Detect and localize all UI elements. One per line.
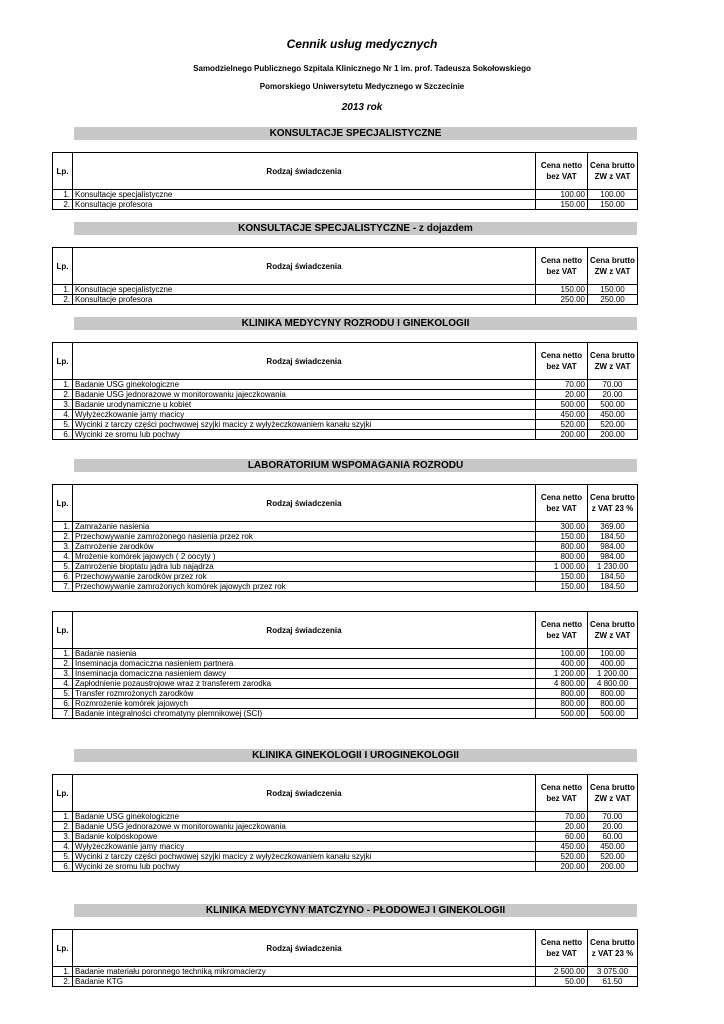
gross-price: 100.00 — [588, 190, 638, 200]
service-name: Badanie USG jednorazowe w monitorowaniu jajeczkowania — [73, 822, 536, 832]
net-price: 800.00 — [536, 689, 588, 699]
service-name: Konsultacje profesora — [73, 295, 536, 305]
section-header: KONSULTACJE SPECJALISTYCZNE - z dojazdem — [74, 222, 637, 235]
gross-price: 100.00 — [588, 649, 638, 659]
col-gross-header: Cena brutto ZW z VAT — [588, 343, 638, 380]
net-price: 400.00 — [536, 659, 588, 669]
table-row — [53, 582, 638, 592]
row-number: 2. — [53, 659, 73, 669]
net-price: 200.00 — [536, 862, 588, 872]
table-row — [53, 689, 638, 699]
net-price: 100.00 — [536, 649, 588, 659]
col-lp-header: Lp. — [53, 485, 73, 522]
row-number: 1. — [53, 967, 73, 977]
row-number: 4. — [53, 842, 73, 852]
col-name-header: Rodzaj świadczenia — [73, 153, 536, 190]
table-header-row — [53, 248, 638, 285]
service-name: Zamrożenie zarodków — [73, 542, 536, 552]
service-name: Zamrażanie nasienia — [73, 522, 536, 532]
table-row — [53, 380, 638, 390]
net-price: 1 200.00 — [536, 669, 588, 679]
document-title: Cennik usług medycznych — [286, 37, 438, 51]
col-name-header: Rodzaj świadczenia — [73, 343, 536, 380]
gross-price: 500.00 — [588, 709, 638, 719]
service-name: Badanie materiału poronnego techniką mikromacierzy — [73, 967, 536, 977]
net-price: 250.00 — [536, 295, 588, 305]
net-price: 1 000.00 — [536, 562, 588, 572]
row-number: 2. — [53, 977, 73, 987]
service-name: Zapłodnienie pozaustrojowe wraz z transferem zarodka — [73, 679, 536, 689]
net-price: 70.00 — [536, 812, 588, 822]
table-header-row — [53, 612, 638, 649]
col-lp-header: Lp. — [53, 612, 73, 649]
gross-price: 520.00 — [588, 420, 638, 430]
row-number: 7. — [53, 709, 73, 719]
row-number: 4. — [53, 679, 73, 689]
service-name: Zamrożenie bioptatu jądra lub najądrza — [73, 562, 536, 572]
net-price: 800.00 — [536, 552, 588, 562]
row-number: 5. — [53, 689, 73, 699]
table-row — [53, 572, 638, 582]
row-number: 5. — [53, 562, 73, 572]
table-row — [53, 295, 638, 305]
gross-price: 520.00 — [588, 852, 638, 862]
table-row — [53, 852, 638, 862]
table-row — [53, 812, 638, 822]
col-name-header: Rodzaj świadczenia — [73, 612, 536, 649]
service-name: Konsultacje specjalistyczne — [73, 285, 536, 295]
row-number: 6. — [53, 430, 73, 440]
service-name: Konsultacje profesora — [73, 200, 536, 210]
row-number: 6. — [53, 862, 73, 872]
gross-price: 150.00 — [588, 285, 638, 295]
col-name-header: Rodzaj świadczenia — [73, 775, 536, 812]
section-header: KONSULTACJE SPECJALISTYCZNE — [74, 127, 637, 140]
gross-price: 184.50 — [588, 532, 638, 542]
gross-price: 984.00 — [588, 542, 638, 552]
gross-price: 70.00 — [588, 812, 638, 822]
row-number: 5. — [53, 852, 73, 862]
net-price: 450.00 — [536, 410, 588, 420]
service-name: Badanie KTG — [73, 977, 536, 987]
net-price: 520.00 — [536, 420, 588, 430]
row-number: 3. — [53, 542, 73, 552]
section-header: KLINIKA MEDYCYNY ROZRODU I GINEKOLOGII — [74, 317, 637, 330]
col-net-header: Cena netto bez VAT — [536, 485, 588, 522]
service-name: Wyłyżeczkowanie jamy macicy — [73, 410, 536, 420]
row-number: 2. — [53, 295, 73, 305]
table-row — [53, 562, 638, 572]
service-name: Przechowywanie zamrożonych komórek jajowych przez rok — [73, 582, 536, 592]
row-number: 3. — [53, 400, 73, 410]
row-number: 1. — [53, 649, 73, 659]
net-price: 300.00 — [536, 522, 588, 532]
net-price: 150.00 — [536, 285, 588, 295]
gross-price: 250.00 — [588, 295, 638, 305]
table-header-row — [53, 153, 638, 190]
net-price: 4 800.00 — [536, 679, 588, 689]
gross-price: 800.00 — [588, 689, 638, 699]
university-name: Pomorskiego Uniwersytetu Medycznego w Szczecinie — [259, 82, 465, 91]
gross-price: 1 230.00 — [588, 562, 638, 572]
table-row — [53, 200, 638, 210]
table-header-row — [53, 485, 638, 522]
col-net-header: Cena netto bez VAT — [536, 775, 588, 812]
service-name: Rozmrożenie komórek jajowych — [73, 699, 536, 709]
col-lp-header: Lp. — [53, 775, 73, 812]
hospital-name: Samodzielnego Publicznego Szpitala Klinicznego Nr 1 im. prof. Tadeusza Sokołowskiego — [193, 64, 531, 73]
table-row — [53, 552, 638, 562]
table-row — [53, 420, 638, 430]
service-name: Inseminacja domaciczna nasieniem partnera — [73, 659, 536, 669]
service-name: Konsultacje specjalistyczne — [73, 190, 536, 200]
service-name: Badanie urodynamiczne u kobiet — [73, 400, 536, 410]
net-price: 150.00 — [536, 200, 588, 210]
table-row — [53, 699, 638, 709]
service-name: Badanie USG ginekologiczne — [73, 380, 536, 390]
col-lp-header: Lp. — [53, 153, 73, 190]
row-number: 1. — [53, 285, 73, 295]
price-table — [52, 484, 638, 592]
service-name: Wycinki z tarczy części pochwowej szyjki macicy z wyłyżeczkowaniem kanału szyjki — [73, 852, 536, 862]
net-price: 520.00 — [536, 852, 588, 862]
price-table — [52, 247, 638, 305]
net-price: 800.00 — [536, 542, 588, 552]
col-gross-header: Cena brutto ZW z VAT — [588, 153, 638, 190]
row-number: 6. — [53, 699, 73, 709]
gross-price: 450.00 — [588, 842, 638, 852]
col-gross-header: Cena brutto z VAT 23 % — [588, 485, 638, 522]
table-row — [53, 542, 638, 552]
row-number: 2. — [53, 532, 73, 542]
table-header-row — [53, 343, 638, 380]
net-price: 500.00 — [536, 709, 588, 719]
price-table — [52, 929, 638, 987]
document-year: 2013 rok — [341, 102, 383, 113]
price-table — [52, 342, 638, 440]
col-net-header: Cena netto bez VAT — [536, 153, 588, 190]
table-row — [53, 862, 638, 872]
service-name: Wycinki ze sromu lub pochwy — [73, 430, 536, 440]
row-number: 3. — [53, 832, 73, 842]
gross-price: 369.00 — [588, 522, 638, 532]
col-gross-header: Cena brutto ZW z VAT — [588, 612, 638, 649]
gross-price: 60.00 — [588, 832, 638, 842]
col-lp-header: Lp. — [53, 343, 73, 380]
net-price: 50.00 — [536, 977, 588, 987]
net-price: 150.00 — [536, 532, 588, 542]
price-table — [52, 611, 638, 719]
table-row — [53, 679, 638, 689]
row-number: 1. — [53, 190, 73, 200]
col-net-header: Cena netto bez VAT — [536, 612, 588, 649]
col-net-header: Cena netto bez VAT — [536, 930, 588, 967]
table-row — [53, 430, 638, 440]
row-number: 3. — [53, 669, 73, 679]
gross-price: 400.00 — [588, 659, 638, 669]
gross-price: 200.00 — [588, 430, 638, 440]
row-number: 2. — [53, 822, 73, 832]
net-price: 500.00 — [536, 400, 588, 410]
price-table — [52, 152, 638, 210]
net-price: 2 500.00 — [536, 967, 588, 977]
row-number: 1. — [53, 522, 73, 532]
net-price: 100.00 — [536, 190, 588, 200]
gross-price: 500.00 — [588, 400, 638, 410]
col-net-header: Cena netto bez VAT — [536, 248, 588, 285]
gross-price: 3 075.00 — [588, 967, 638, 977]
gross-price: 450.00 — [588, 410, 638, 420]
service-name: Przechowywanie zamrożonego nasienia przez rok — [73, 532, 536, 542]
net-price: 150.00 — [536, 572, 588, 582]
gross-price: 150.00 — [588, 200, 638, 210]
col-name-header: Rodzaj świadczenia — [73, 248, 536, 285]
price-table — [52, 774, 638, 872]
service-name: Badanie nasienia — [73, 649, 536, 659]
section-header: KLINIKA GINEKOLOGII I UROGINEKOLOGII — [74, 749, 637, 762]
col-name-header: Rodzaj świadczenia — [73, 930, 536, 967]
gross-price: 184.50 — [588, 572, 638, 582]
table-row — [53, 669, 638, 679]
table-row — [53, 390, 638, 400]
net-price: 70.00 — [536, 380, 588, 390]
table-header-row — [53, 775, 638, 812]
gross-price: 4 800.00 — [588, 679, 638, 689]
table-row — [53, 522, 638, 532]
gross-price: 70.00 — [588, 380, 638, 390]
service-name: Wycinki z tarczy części pochwowej szyjki macicy z wyłyżeczkowaniem kanału szyjki — [73, 420, 536, 430]
gross-price: 800.00 — [588, 699, 638, 709]
table-row — [53, 967, 638, 977]
table-row — [53, 532, 638, 542]
table-row — [53, 649, 638, 659]
net-price: 150.00 — [536, 582, 588, 592]
table-row — [53, 977, 638, 987]
row-number: 2. — [53, 390, 73, 400]
table-row — [53, 822, 638, 832]
net-price: 450.00 — [536, 842, 588, 852]
col-gross-header: Cena brutto z VAT 23 % — [588, 930, 638, 967]
service-name: Inseminacja domaciczna nasieniem dawcy — [73, 669, 536, 679]
net-price: 800.00 — [536, 699, 588, 709]
service-name: Transfer rozmrożonych zarodków — [73, 689, 536, 699]
gross-price: 20.00 — [588, 390, 638, 400]
col-gross-header: Cena brutto ZW z VAT — [588, 248, 638, 285]
row-number: 5. — [53, 420, 73, 430]
table-row — [53, 410, 638, 420]
table-row — [53, 285, 638, 295]
service-name: Wycinki ze sromu lub pochwy — [73, 862, 536, 872]
net-price: 60.00 — [536, 832, 588, 842]
col-net-header: Cena netto bez VAT — [536, 343, 588, 380]
section-header: KLINIKA MEDYCYNY MATCZYNO - PŁODOWEJ I GINEKOLOGII — [74, 904, 637, 917]
row-number: 2. — [53, 200, 73, 210]
row-number: 4. — [53, 410, 73, 420]
row-number: 6. — [53, 572, 73, 582]
table-header-row — [53, 930, 638, 967]
gross-price: 61.50 — [588, 977, 638, 987]
gross-price: 20.00 — [588, 822, 638, 832]
table-row — [53, 190, 638, 200]
section-header: LABORATORIUM WSPOMAGANIA ROZRODU — [74, 459, 637, 472]
service-name: Wyłyżeczkowanie jamy macicy — [73, 842, 536, 852]
table-row — [53, 832, 638, 842]
service-name: Badanie integralności chromatyny plemnikowej (SCI) — [73, 709, 536, 719]
col-lp-header: Lp. — [53, 930, 73, 967]
row-number: 1. — [53, 812, 73, 822]
table-row — [53, 400, 638, 410]
net-price: 200.00 — [536, 430, 588, 440]
gross-price: 984.00 — [588, 552, 638, 562]
service-name: Badanie USG ginekologiczne — [73, 812, 536, 822]
net-price: 20.00 — [536, 822, 588, 832]
net-price: 20.00 — [536, 390, 588, 400]
service-name: Badanie USG jednorazowe w monitorowaniu jajeczkowania — [73, 390, 536, 400]
row-number: 4. — [53, 552, 73, 562]
gross-price: 184.50 — [588, 582, 638, 592]
service-name: Badanie kolposkopowe — [73, 832, 536, 842]
table-row — [53, 659, 638, 669]
col-name-header: Rodzaj świadczenia — [73, 485, 536, 522]
gross-price: 200.00 — [588, 862, 638, 872]
table-row — [53, 709, 638, 719]
col-gross-header: Cena brutto ZW z VAT — [588, 775, 638, 812]
service-name: Mrożenie komórek jajowych ( 2 oocyty ) — [73, 552, 536, 562]
table-row — [53, 842, 638, 852]
col-lp-header: Lp. — [53, 248, 73, 285]
service-name: Przechowywanie zarodków przez rok — [73, 572, 536, 582]
row-number: 7. — [53, 582, 73, 592]
gross-price: 1 200.00 — [588, 669, 638, 679]
row-number: 1. — [53, 380, 73, 390]
